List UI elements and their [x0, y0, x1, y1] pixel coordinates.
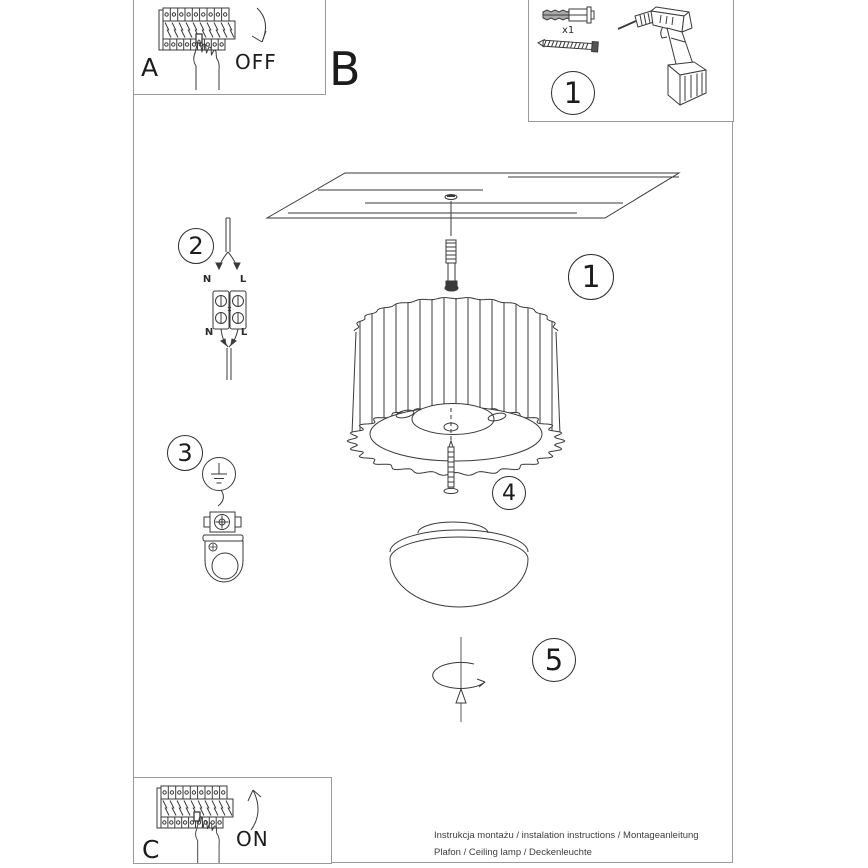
- power-cable-top: [226, 218, 230, 252]
- ceiling-panel: [267, 173, 679, 236]
- wire-label-n-bottom: N: [204, 327, 214, 338]
- plug-quantity-label: x1: [562, 25, 575, 36]
- lamp-shade: [347, 298, 564, 476]
- rotation-arrow-icon: [433, 662, 485, 688]
- step-4-badge: 4: [492, 476, 526, 510]
- footer-text-line2: Plafon / Ceiling lamp / Deckenleuchte: [434, 847, 592, 858]
- on-label: ON: [236, 827, 269, 851]
- step-box-off: [133, 0, 326, 95]
- wire-label-n-top: N: [202, 274, 212, 285]
- ground-terminal: [204, 512, 241, 532]
- pointing-hand-icon: [188, 34, 224, 90]
- mounting-bracket: [203, 535, 243, 582]
- step-5-badge: 5: [532, 638, 576, 682]
- pointing-hand-icon: [189, 811, 225, 863]
- off-label: OFF: [235, 50, 277, 74]
- box-c-label: C: [142, 835, 160, 864]
- footer-text: [434, 827, 729, 861]
- wall-plug-icon: [541, 6, 595, 24]
- bracket-hole: [212, 553, 238, 579]
- wire-label-l-top: L: [239, 274, 247, 285]
- shade-base-plate: [412, 404, 494, 435]
- grounding-assembly: [203, 458, 244, 583]
- power-cable-bottom: [227, 348, 231, 380]
- step-2-badge: 2: [178, 228, 214, 264]
- arrow-down-icon: [244, 6, 272, 50]
- drill-icon: [613, 6, 713, 114]
- step-1-badge: 1: [568, 254, 614, 300]
- ground-wire: [218, 490, 223, 506]
- wiring-assembly: [213, 218, 246, 380]
- footer-text-line1: Instrukcja montażu / instalation instructions / Montageanleitung: [434, 830, 699, 841]
- box-a-label: A: [141, 53, 159, 82]
- expansion-screw: [445, 240, 458, 291]
- step-3-badge: 3: [167, 435, 203, 471]
- screw-icon: [537, 36, 603, 54]
- step-box-on: [133, 777, 332, 864]
- arrow-up-icon: [240, 782, 266, 832]
- step-1-kit-badge: 1: [551, 71, 595, 115]
- rotation-symbol: [433, 637, 485, 722]
- section-b-label: B: [329, 42, 361, 96]
- terminal-block: [213, 291, 246, 329]
- diffuser: [390, 522, 528, 607]
- wire-label-l-bottom: L: [240, 327, 248, 338]
- insert-arrow-icon: [456, 689, 466, 703]
- wire-split: [219, 252, 237, 267]
